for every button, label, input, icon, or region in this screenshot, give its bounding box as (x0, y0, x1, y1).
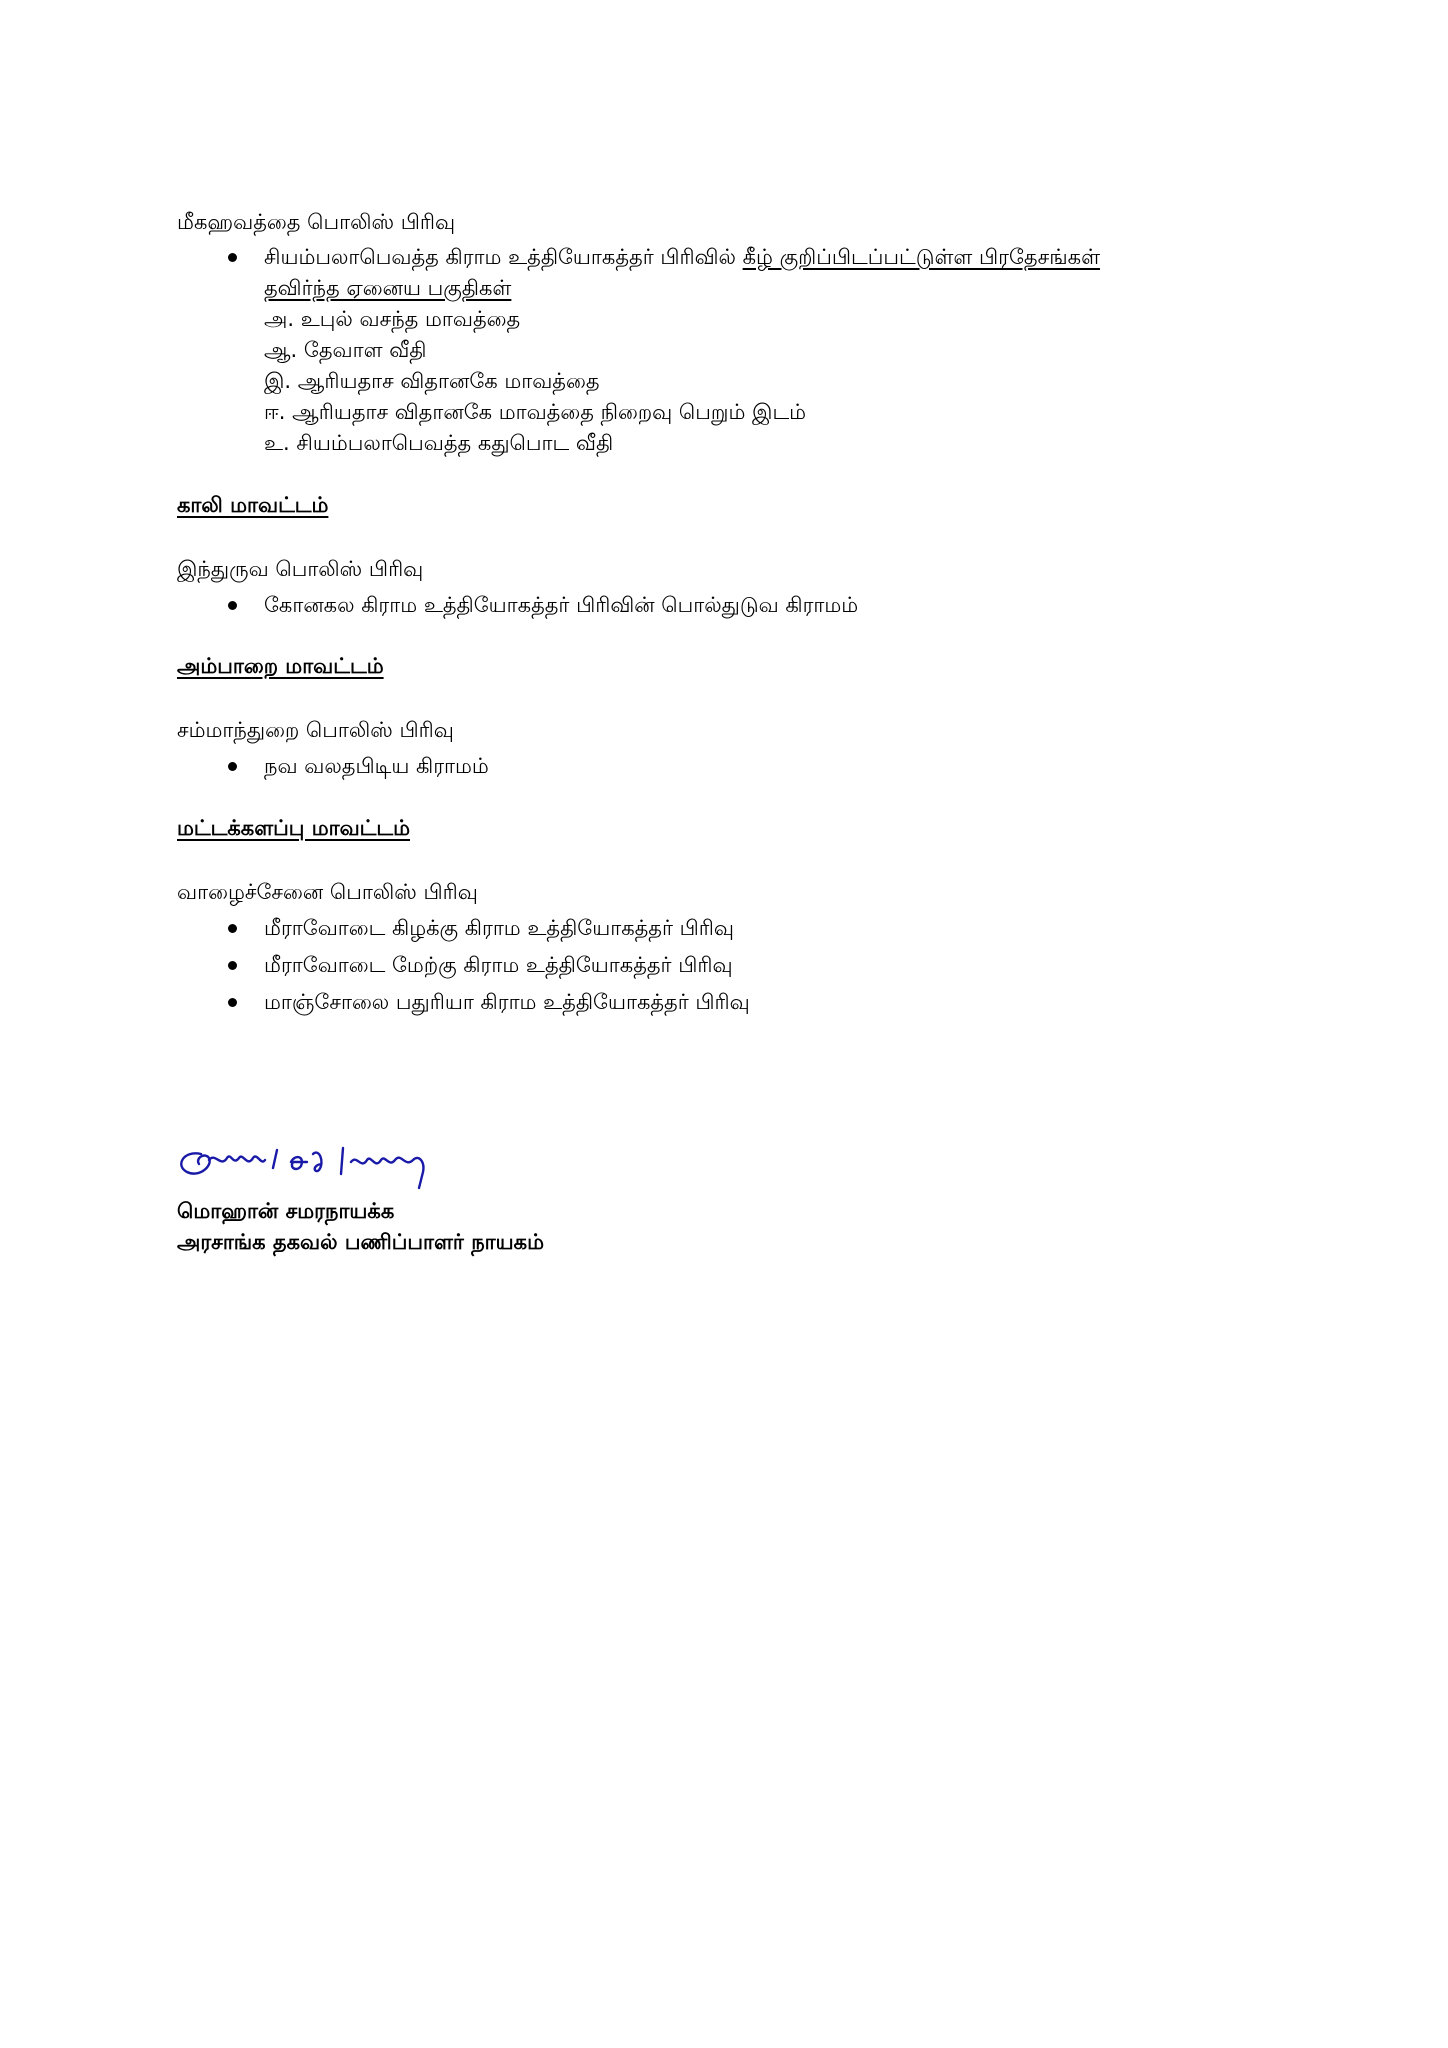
list-item: மீராவோடை கிழக்கு கிராம உத்தியோகத்தர் பிரிவு (264, 916, 734, 940)
bullet-text-main: சியம்பலாபெவத்த கிராம உத்தியோகத்தர் பிரிவில் (264, 245, 736, 269)
sub-item: உ. சியம்பலாபெவத்த கதுபொட வீதி (264, 431, 614, 455)
signatory-title: அரசாங்க தகவல் பணிப்பாளர் நாயகம் (177, 1230, 544, 1254)
police-division-heading: இந்துருவ பொலிஸ் பிரிவு (177, 557, 424, 581)
sub-item: ஈ. ஆரியதாச விதானகே மாவத்தை நிறைவு பெறும் இடம் (264, 400, 807, 424)
bullet-icon (228, 601, 237, 610)
sub-item: ஆ. தேவாள வீதி (264, 338, 427, 362)
list-item: மாஞ்சோலை பதுரியா கிராம உத்தியோகத்தர் பிரிவு (264, 990, 750, 1014)
bullet-icon (228, 762, 237, 771)
district-heading: அம்பாறை மாவட்டம் (177, 654, 384, 678)
police-division-heading: வாழைச்சேனை பொலிஸ் பிரிவு (177, 880, 478, 904)
police-division-heading: சம்மாந்துறை பொலிஸ் பிரிவு (177, 718, 454, 742)
list-item: மீராவோடை மேற்கு கிராம உத்தியோகத்தர் பிரிவு (264, 953, 733, 977)
sub-item: அ. உபுல் வசந்த மாவத்தை (264, 307, 521, 331)
list-item: நவ வலதபிடிய கிராமம் (264, 754, 489, 778)
bullet-icon (228, 253, 237, 262)
bullet-icon (228, 961, 237, 970)
bullet-text-underlined: கீழ் குறிப்பிடப்பட்டுள்ள பிரதேசங்கள் (742, 245, 1101, 269)
list-item: கோனகல கிராம உத்தியோகத்தர் பிரிவின் பொல்துடுவ கிராமம் (264, 593, 859, 617)
bullet-text (264, 243, 1100, 271)
district-heading: காலி மாவட்டம் (177, 493, 329, 517)
sub-item: இ. ஆரியதாச விதானகே மாவத்தை (264, 369, 600, 393)
bullet-icon (228, 998, 237, 1007)
signatory-name: மொஹான் சமரநாயக்க (177, 1199, 395, 1223)
bullet-icon (228, 924, 237, 933)
police-division-heading: மீகஹவத்தை பொலிஸ் பிரிவு (177, 210, 456, 234)
district-heading: மட்டக்களப்பு மாவட்டம் (177, 816, 410, 840)
handwritten-signature (173, 1132, 513, 1202)
bullet-text-underlined-continued: தவிர்ந்த ஏனைய பகுதிகள் (264, 276, 512, 300)
